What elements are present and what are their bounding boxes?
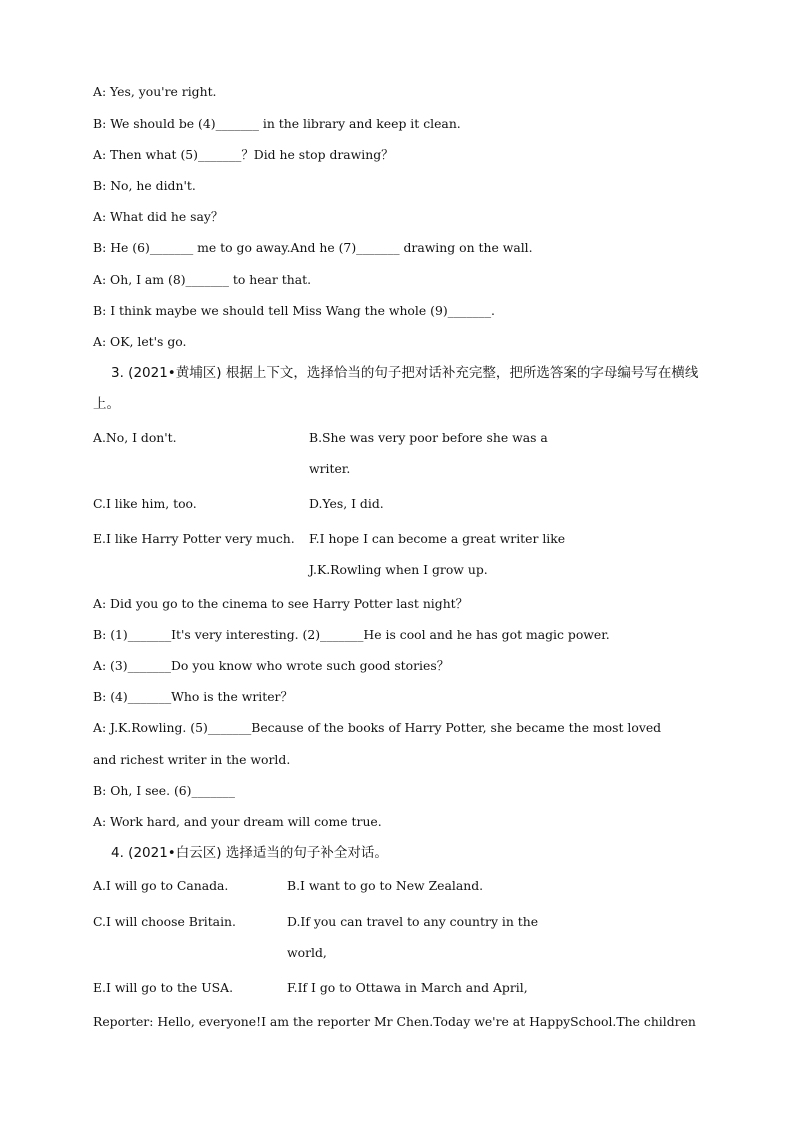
option-b: B.I want to go to New Zealand. [287, 878, 484, 893]
dialog-line: A: What did he say？ [93, 209, 224, 224]
option-d-cont: world, [287, 945, 327, 960]
dialog-line: and richest writer in the world. [93, 752, 291, 767]
dialog-line: B: (1)_______It's very interesting. (2)_______He is cool and he has got magic power. [93, 627, 610, 642]
question-4-title: 4. (2021•白云区) 选择适当的句子补全对话。 [111, 845, 388, 861]
dialog-line: A: Yes, you're right. [93, 84, 217, 99]
dialog-line: A: Did you go to the cinema to see Harry Potter last night？ [93, 596, 469, 611]
dialog-line: B: (4)_______Who is the writer？ [93, 689, 293, 704]
option-e: E.I will go to the USA. [93, 980, 234, 995]
option-b: B.She was very poor before she was a [309, 430, 548, 445]
dialog-line: B: We should be (4)_______ in the library and keep it clean. [93, 116, 461, 131]
question-3-title: 3. (2021•黄埔区) 根据上下文，选择恰当的句子把对话补充完整，把所选答案的字母编号写在横线 [111, 365, 699, 381]
dialog-line: B: He (6)_______ me to go away.And he (7)_______ drawing on the wall. [93, 240, 533, 255]
option-f: F.If I go to Ottawa in March and April, [287, 980, 528, 995]
option-a: A.I will go to Canada. [93, 878, 229, 893]
option-f: F.I hope I can become a great writer like [309, 531, 566, 546]
option-d: D.Yes, I did. [309, 496, 384, 511]
reporter-line: Reporter: Hello, everyone!I am the reporter Mr Chen.Today we're at HappySchool.The children [93, 1014, 696, 1029]
dialog-line: A: Work hard, and your dream will come true. [93, 814, 382, 829]
dialog-line: A: Oh, I am (8)_______ to hear that. [93, 272, 312, 287]
dialog-line: A: Then what (5)_______？Did he stop drawing？ [93, 147, 394, 162]
option-f-cont: J.K.Rowling when I grow up. [309, 562, 488, 577]
dialog-line: B: I think maybe we should tell Miss Wang the whole (9)_______. [93, 303, 495, 318]
option-d: D.If you can travel to any country in the [287, 914, 539, 929]
dialog-line: A: (3)_______Do you know who wrote such good stories？ [93, 658, 450, 673]
option-a: A.No, I don't. [93, 430, 177, 445]
dialog-line: B: Oh, I see. (6)_______ [93, 783, 235, 798]
dialog-line: A: J.K.Rowling. (5)_______Because of the books of Harry Potter, she became the most loved [93, 720, 662, 735]
option-e: E.I like Harry Potter very much. [93, 531, 295, 546]
option-c: C.I like him, too. [93, 496, 197, 511]
dialog-line: A: OK, let's go. [93, 334, 187, 349]
dialog-line: B: No, he didn't. [93, 178, 196, 193]
option-b-cont: writer. [309, 461, 351, 476]
question-3-title-cont: 上。 [93, 396, 120, 412]
option-c: C.I will choose Britain. [93, 914, 236, 929]
